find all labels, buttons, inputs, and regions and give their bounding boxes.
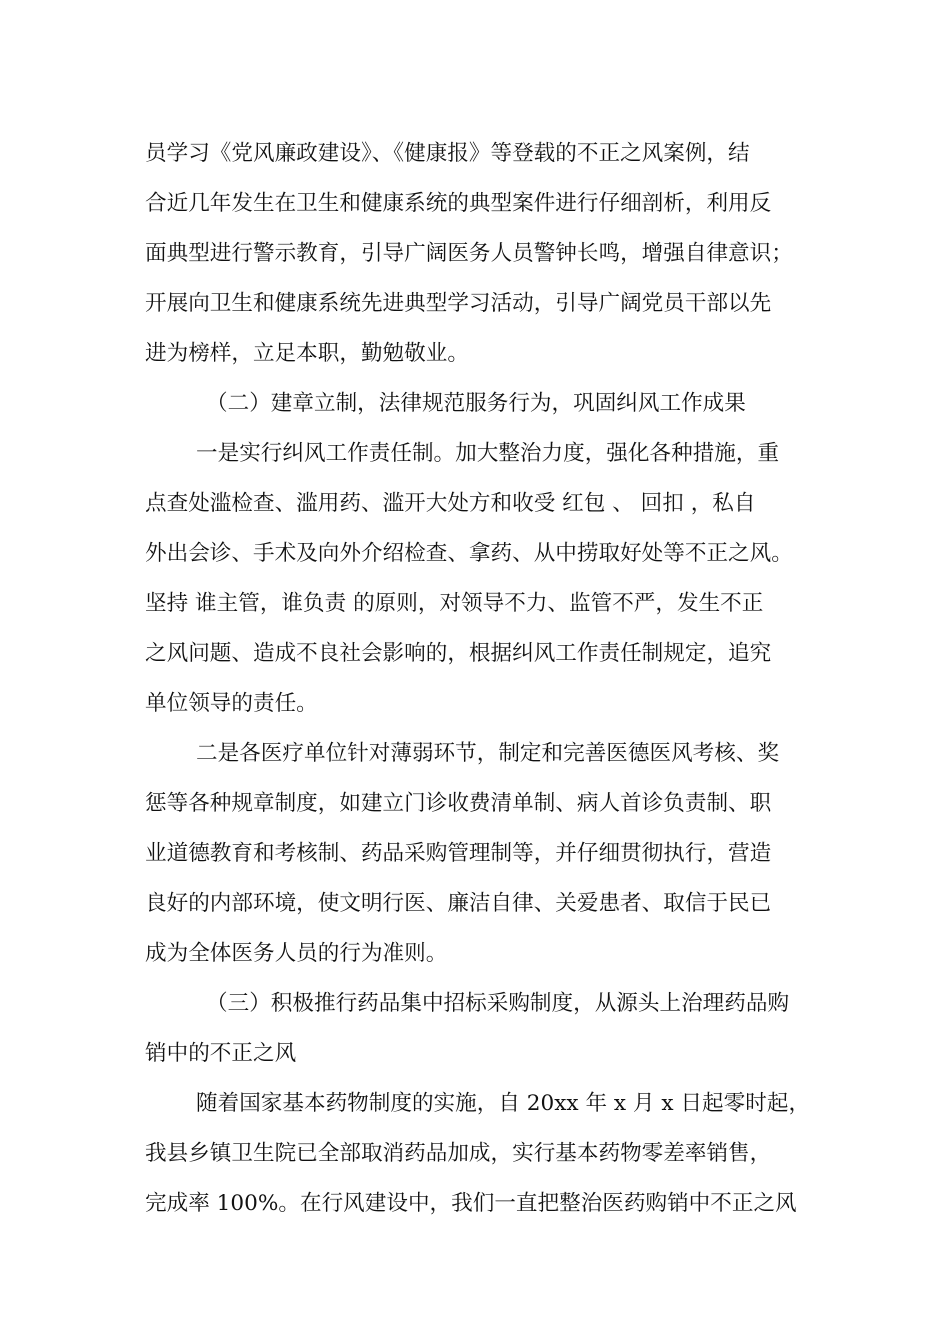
section-heading: （二）建章立制，法律规范服务行为，巩固纠风工作成果 [206, 391, 746, 416]
section-heading: （三）积极推行药品集中招标采购制度，从源头上治理药品购 [206, 991, 790, 1016]
paragraph-line: 良好的内部环境，使文明行医、廉洁自律、关爱患者、取信于民已 [145, 891, 772, 916]
paragraph-line: 随着国家基本药物制度的实施，自 20xx 年 x 月 x 日起零时起， [196, 1091, 811, 1116]
section-heading-continued: 销中的不正之风 [145, 1041, 297, 1066]
paragraph-line: 面典型进行警示教育，引导广阔医务人员警钟长鸣，增强自律意识； [145, 241, 793, 266]
paragraph-line: 坚持 谁主管，谁负责 的原则，对领导不力、监管不严，发生不正 [145, 591, 764, 616]
paragraph-line: 二是各医疗单位针对薄弱环节，制定和完善医德医风考核、奖 [196, 741, 780, 766]
paragraph-line: 成为全体医务人员的行为准则。 [145, 941, 448, 966]
paragraph-line: 我县乡镇卫生院已全部取消药品加成，实行基本药物零差率销售， [145, 1141, 772, 1166]
paragraph-line: 合近几年发生在卫生和健康系统的典型案件进行仔细剖析，利用反 [145, 191, 772, 216]
paragraph-line: 惩等各种规章制度，如建立门诊收费清单制、病人首诊负责制、职 [145, 791, 772, 816]
paragraph-line: 完成率 100%。在行风建设中，我们一直把整治医药购销中不正之风 [145, 1191, 797, 1216]
paragraph-line: 业道德教育和考核制、药品采购管理制等，并仔细贯彻执行，营造 [145, 841, 772, 866]
paragraph-line: 外出会诊、手术及向外介绍检查、拿药、从中捞取好处等不正之风。 [145, 541, 793, 566]
paragraph-line: 点查处滥检查、滥用药、滥开大处方和收受 红包 、 回扣 ，私自 [145, 491, 756, 516]
paragraph-line: 一是实行纠风工作责任制。加大整治力度，强化各种措施，重 [196, 441, 780, 466]
paragraph-line: 员学习《党风廉政建设》、《健康报》等登载的不正之风案例，结 [145, 141, 750, 166]
paragraph-line: 单位领导的责任。 [145, 691, 318, 716]
paragraph-line: 开展向卫生和健康系统先进典型学习活动，引导广阔党员干部以先 [145, 291, 772, 316]
paragraph-line: 之风问题、造成不良社会影响的，根据纠风工作责任制规定，追究 [145, 641, 772, 666]
paragraph-line: 进为榜样，立足本职，勤勉敬业。 [145, 341, 469, 366]
